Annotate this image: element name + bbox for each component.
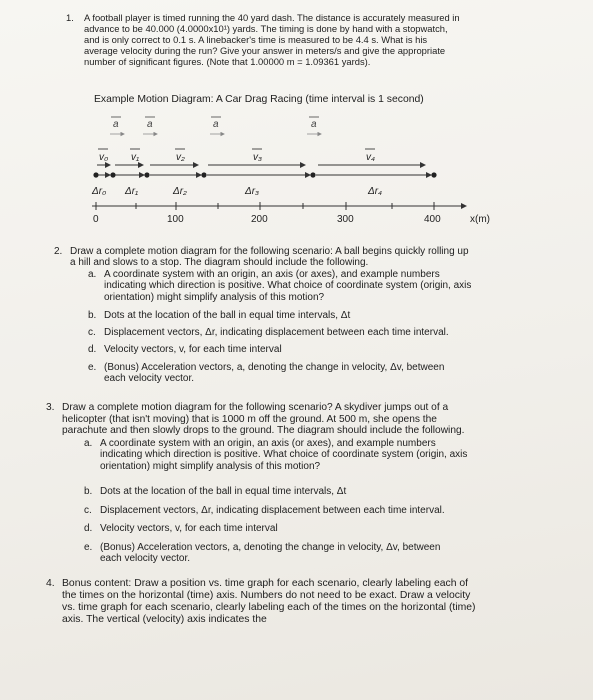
- velocity-label-v0: v₀: [99, 152, 109, 163]
- question-number: 4.: [46, 578, 55, 589]
- text-line: a hill and slows to a stop. The diagram should include the following.: [70, 257, 369, 269]
- tick-label: 100: [167, 214, 184, 225]
- acceleration-vectors: [113, 119, 317, 130]
- worksheet-page: 1. A football player is timed running the 40 yard dash. The distance is accurately measured in advance to be 40.000 (4.0000x10¹) yards. The timing is done by hand with a stopwatch, and is only correct to 0.1 s. A linebacker's time is measured to be 4.4 s. What is his average velocity during the run? Give your answer in meters/s and give the appropriate number of significant figures. (Note that 1.00000 m = 1.09361 yards). Example Motion Diagram: A Car Drag Racing (time interval is 1 second) a a a a v₀ v₁ v₂ v₃ v₄ Δr₀ Δr₁ Δr₂ Δr₃ Δr₄ 0 100 200 300 400 x(m) 2. Draw a complete motion diagram for the following scenario: A ball begins quickly rolling up a hill and slows to a stop. The diagram should include the following. a. A coordinate system with an origin, an axis (or axes), and example numbers indicating which direction is positive. What choice of coordinate system (origin, axis orientation) might simplify analysis of this motion? b. Dots at the location of the ball in equal time intervals, Δt c. Displacement vectors, Δr, indicating displacement between each time interval. d. Velocity vectors, v, for each time interval e. (Bonus) Acceleration vectors, a, denoting the change in velocity, Δv, between each velocity vector. 3. Draw a complete motion diagram for the following scenario? A skydiver jumps out of a helicopter (that isn't moving) that is 1000 m off the ground. At 500 m, she opens the parachute and then slowly drops to the ground. The diagram should include the following. a. A coordinate system with an origin, an axis (or axes), and example numbers indicating which direction is positive. What choice of coordinate system (origin, axis orientation) might simplify analysis of this motion? b. Dots at the location of the ball in equal time intervals, Δt c. Displacement vectors, Δr, indicating displacement between each time interval. d. Velocity vectors, v, for each time interval e. (Bonus) Acceleration vectors, a, denoting the change in velocity, Δv, between each velocity vector. 4. Bonus content: Draw a position vs. time graph for each scenario, clearly labeling each of the times on the horizontal (time) axis. Numbers do not need to be exact. Draw a velocity vs. time graph for each scenario, clearly labeling each of the times on the horizontal (time) axis. The vertical (velocity) axis indicates the: [0, 0, 593, 700]
- text-line: advance to be 40.000 (4.0000x10¹) yards. The timing is done by hand with a stopwatch,: [84, 23, 448, 34]
- displacement-label-r4: Δr₄: [368, 186, 383, 197]
- question-number: 2.: [54, 246, 63, 257]
- text-line: A football player is timed running the 40 yard dash. The distance is accurately measured in: [84, 12, 460, 23]
- accel-label: a: [311, 119, 317, 130]
- tick-label: 300: [337, 214, 354, 225]
- accel-label: a: [113, 119, 119, 130]
- position-dot: [93, 172, 98, 177]
- text-line: the times on the horizontal (time) axis. Numbers do not need to be exact. Draw a velocity: [62, 590, 471, 601]
- displacement-label-r2: Δr₂: [173, 186, 187, 197]
- tick-label: 400: [424, 214, 441, 225]
- question-number: 3.: [46, 402, 55, 413]
- text-line: average velocity during the run? Give your answer in meters/s and give the appropriate: [84, 45, 446, 56]
- displacement-label-r0: Δr₀: [92, 186, 107, 197]
- displacement-label-r3: Δr₃: [245, 186, 260, 197]
- text-line: Draw a complete motion diagram for the following scenario? A skydiver jumps out of a: [62, 402, 449, 413]
- text-line: Bonus content: Draw a position vs. time graph for each scenario, clearly labeling each of: [62, 578, 469, 589]
- position-dot: [310, 172, 315, 177]
- position-dot: [431, 172, 436, 177]
- question-number: 1.: [66, 12, 74, 23]
- velocity-label-v4: v₄: [366, 152, 376, 163]
- displacement-label-r1: Δr₁: [125, 186, 139, 197]
- text-line: Draw a complete motion diagram for the following scenario: A ball begins quickly rolling up: [70, 246, 469, 257]
- position-dot: [201, 172, 206, 177]
- tick-label: 0: [93, 214, 99, 225]
- text-line: and is only correct to 0.1 s. A linebacker's time is measured to be 4.4 s. What is his: [84, 34, 428, 45]
- accel-label: a: [213, 119, 219, 130]
- position-dot: [144, 172, 149, 177]
- text-line: axis. The vertical (velocity) axis indicates the: [62, 614, 267, 625]
- diagram-title: Example Motion Diagram: A Car Drag Racing (time interval is 1 second): [94, 94, 424, 105]
- velocity-label-v2: v₂: [176, 152, 185, 163]
- motion-diagram: [0, 100, 593, 340]
- accel-label: a: [147, 119, 153, 130]
- tick-label: 200: [251, 214, 268, 225]
- text-line: number of significant figures. (Note that 1.00000 m = 1.09361 yards).: [84, 56, 371, 67]
- text-line: helicopter (that isn't moving) that is 1000 m off the ground. At 500 m, she opens the: [62, 413, 437, 425]
- velocity-label-v3: v₃: [253, 152, 262, 163]
- text-line: vs. time graph for each scenario, clearly labeling each of the times on the horizontal (time): [62, 602, 476, 613]
- velocity-label-v1: v₁: [131, 152, 140, 163]
- position-dot: [110, 172, 115, 177]
- text-line: parachute and then slowly drops to the ground. The diagram should include the following.: [62, 425, 465, 437]
- axis-label: x(m): [470, 214, 490, 225]
